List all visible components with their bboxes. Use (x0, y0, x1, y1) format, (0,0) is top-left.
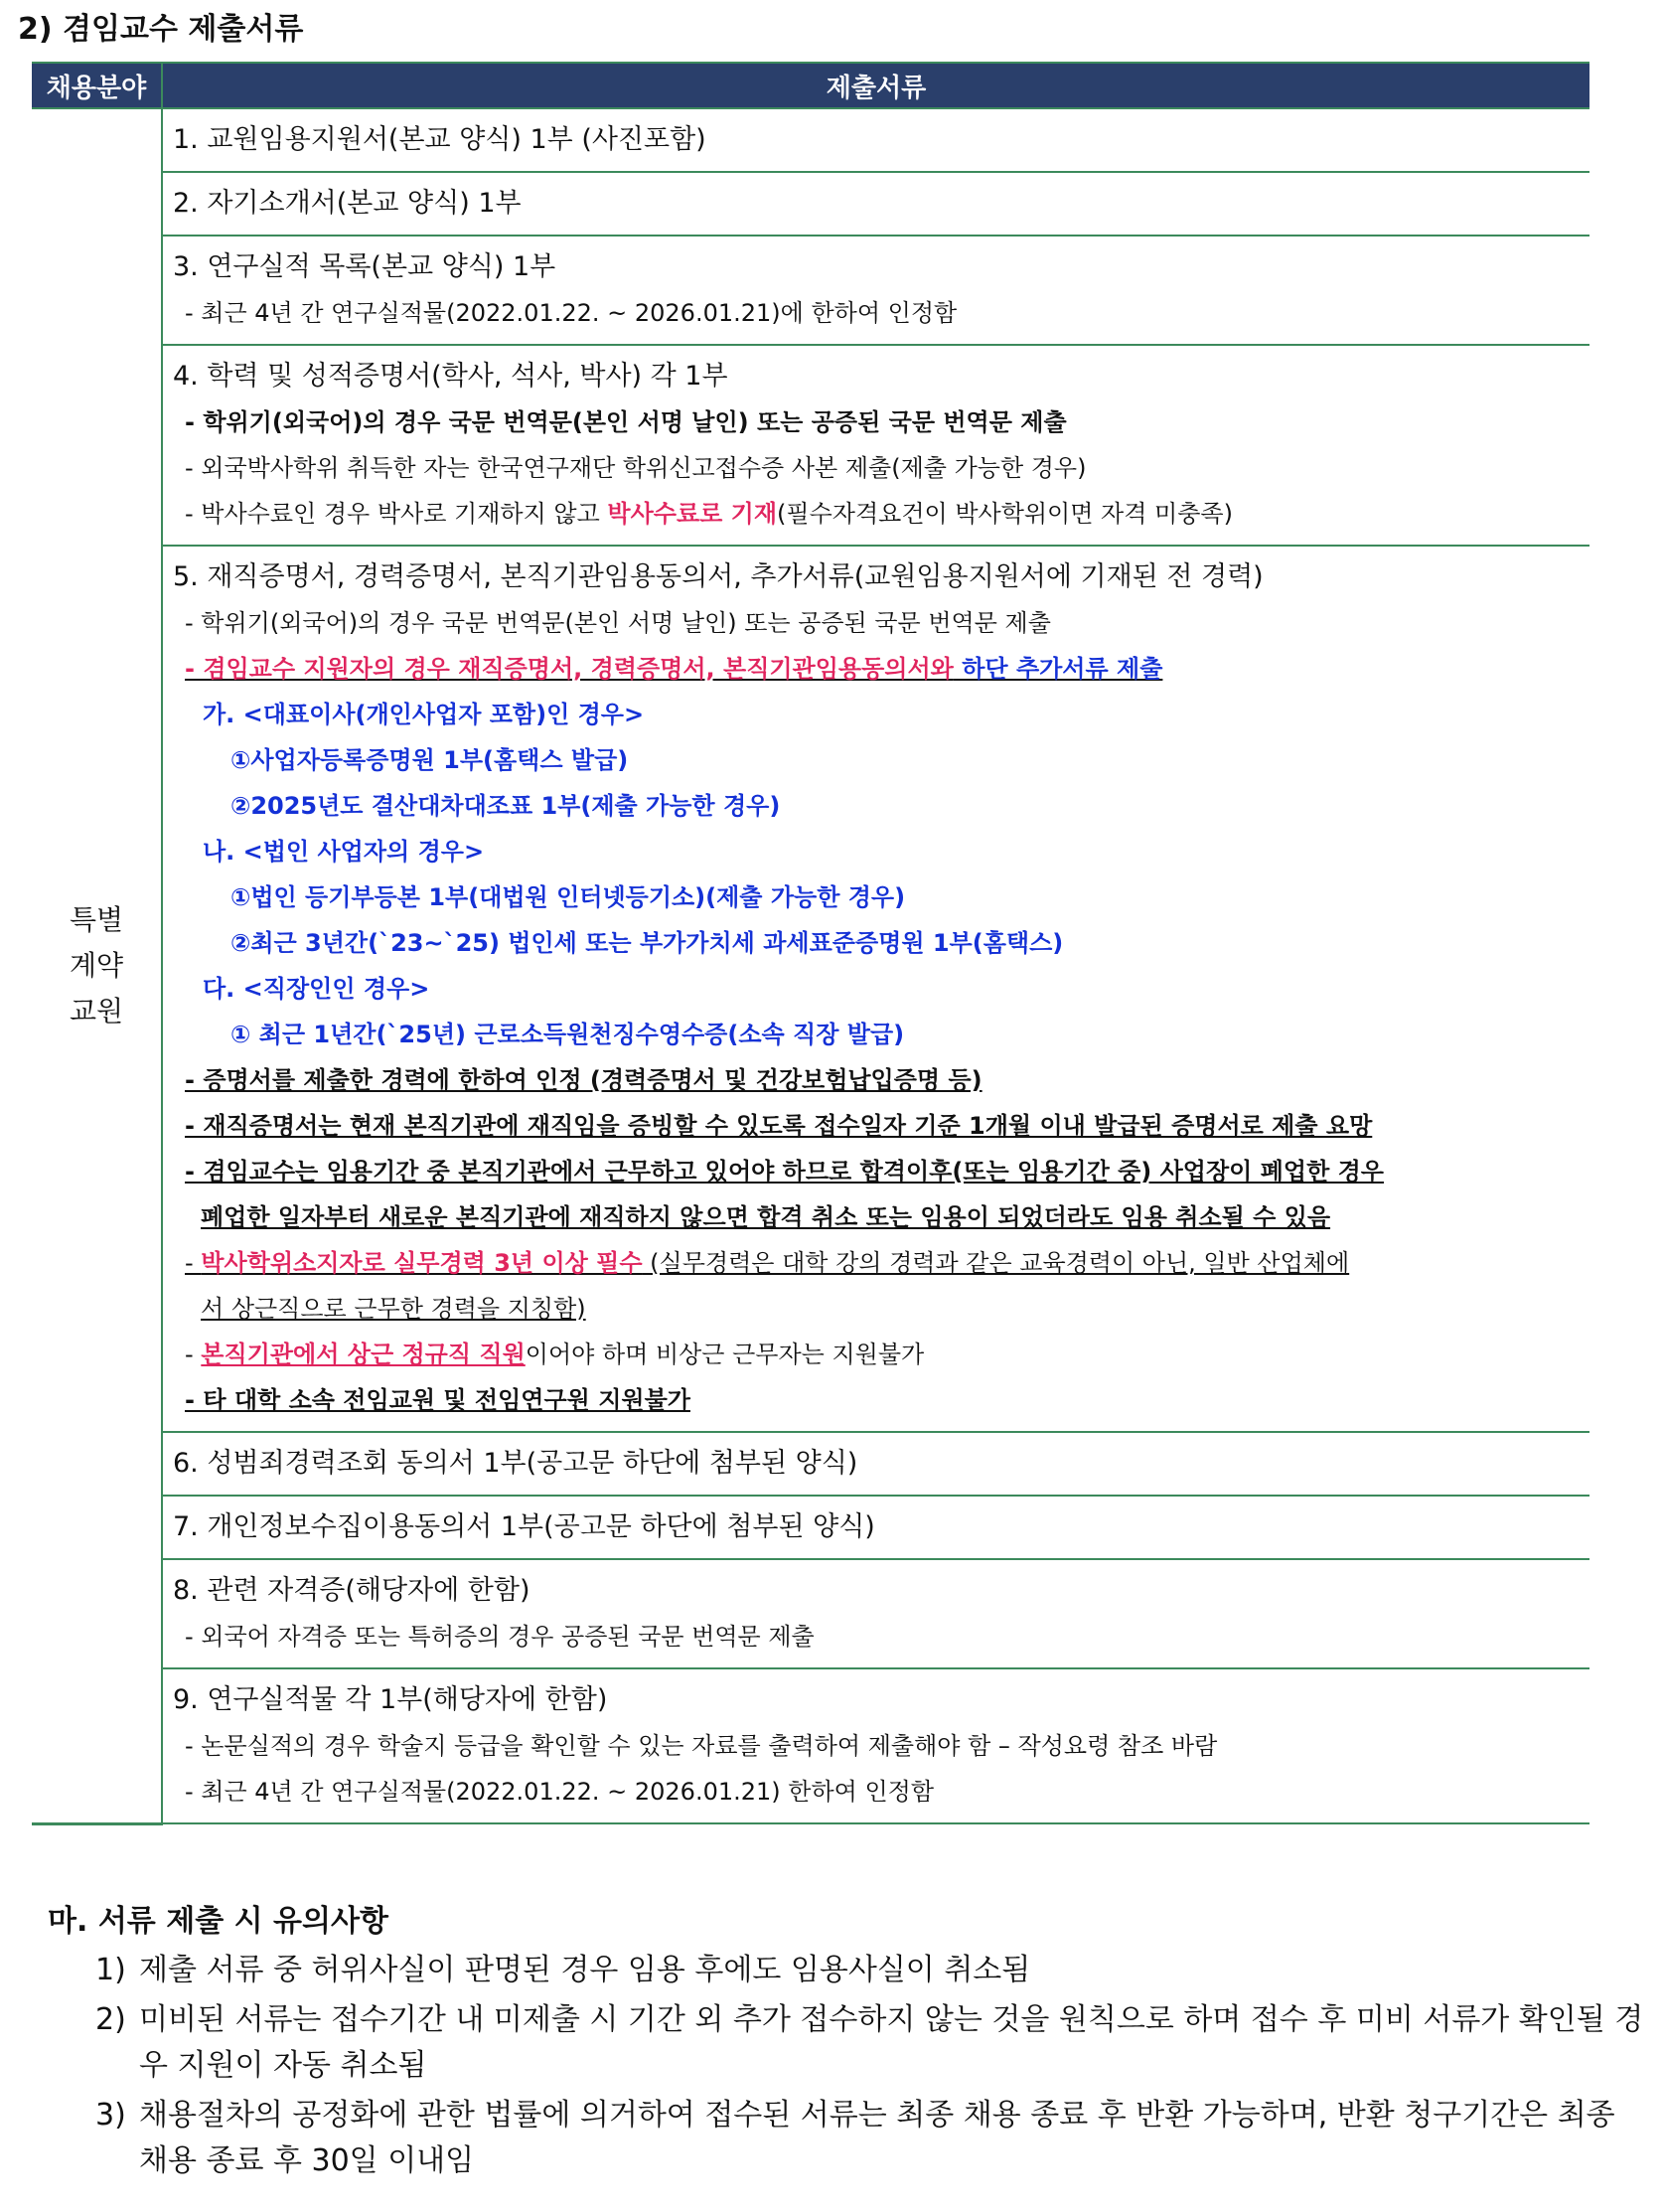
table-row (32, 546, 1589, 1432)
item-7: 7. 개인정보수집이용동의서 1부(공고문 하단에 첨부된 양식) (162, 1496, 1589, 1559)
notes-title: 마. 서류 제출 시 유의사항 (48, 1904, 388, 1939)
notes-list (95, 1948, 1645, 2188)
item-9: 9. 연구실적물 각 1부(해당자에 한함) - 논문실적의 경우 학술지 등급을 확인할 수 있는 자료를 출력하여 제출해야 함 – 작성요령 참조 바람 - 최근 4년 간 연구실적물(2022.01.22. ~ 2026.01.21) 한하여 인정함 (162, 1668, 1589, 1823)
item-5: 5. 재직증명서, 경력증명서, 본직기관임용동의서, 추가서류(교원임용지원서에 기재된 전 경력) - 학위기(외국어)의 경우 국문 번역문(본인 서명 날인) 또는 공증된 국문 번역문 제출 - 겸임교수 지원자의 경우 재직증명서, 경력증명서, 본직기관임용동의서와 하단 추가서류 제출 가. <대표이사(개인사업자 포함)인 경우> ①사업자등록증명원 1부(홈택스 발급) ②2025년도 결산대차대조표 1부(제출 가능한 경우) 나. <법인 사업자의 경우> ①법인 등기부등본 1부(대법원 인터넷등기소)(제출 가능한 경우) ②최근 3년간(`23~`25) 법인세 또는 부가가치세 과세표준증명원 1부(홈택스) 다. <직장인인 경우> ① 최근 1년간(`25년) 근로소득원천징수영수증(소속 직장 발급) - 증명서를 제출한 경력에 한하여 인정 (경력증명서 및 건강보험납입증명 등) - 재직증명서는 현재 본직기관에 재직임을 증빙할 수 있도록 접수일자 기준 1개월 이내 발급된 증명서로 제출 요망 - 겸임교수는 임용기간 중 본직기관에서 근무하고 있어야 하므로 합격이후(또는 임용기간 중) 사업장이 폐업한 경우 폐업한 일자부터 새로운 본직기관에 재직하지 않으면 합격 취소 또는 임용이 되었더라도 임용 취소될 수 있음 - 박사학위소지자로 실무경력 3년 이상 필수 (실무경력은 대학 강의 경력과 같은 교육경력이 아닌, 일반 산업체에 서 상근직으로 근무한 경력을 지칭함) - 본직기관에서 상근 정규직 직원이어야 하며 비상근 근무자는 지원불가 - 타 대학 소속 전임교원 및 전임연구원 지원불가 (162, 546, 1589, 1432)
item-1: 1. 교원임용지원서(본교 양식) 1부 (사진포함) (162, 108, 1589, 172)
table-row (32, 1559, 1589, 1668)
section-title: 2) 겸임교수 제출서류 (18, 12, 304, 47)
table-row (32, 1496, 1589, 1559)
documents-table (32, 62, 1589, 1825)
table-row (32, 236, 1589, 345)
table-row (32, 1668, 1589, 1823)
table-row (32, 172, 1589, 236)
header-documents: 제출서류 (162, 63, 1589, 108)
item-3: 3. 연구실적 목록(본교 양식) 1부 - 최근 4년 간 연구실적물(2022.01.22. ~ 2026.01.21)에 한하여 인정함 (162, 236, 1589, 345)
table-row (32, 345, 1589, 546)
header-field: 채용분야 (32, 63, 162, 108)
item-8: 8. 관련 자격증(해당자에 한함) - 외국어 자격증 또는 특허증의 경우 공증된 국문 번역문 제출 (162, 1559, 1589, 1668)
table-header-row (32, 63, 1589, 108)
list-item: 2) 미비된 서류는 접수기간 내 미제출 시 기간 외 추가 접수하지 않는 것을 원칙으로 하며 접수 후 미비 서류가 확인될 경우 지원이 자동 취소됨 (95, 2002, 1644, 2083)
list-item: 1) 제출 서류 중 허위사실이 판명된 경우 임용 후에도 임용사실이 취소됨 (95, 1953, 1031, 1987)
table-row (32, 1432, 1589, 1496)
category-cell: 특별 계약 교원 (32, 108, 162, 1823)
item-4: 4. 학력 및 성적증명서(학사, 석사, 박사) 각 1부 - 학위기(외국어)의 경우 국문 번역문(본인 서명 날인) 또는 공증된 국문 번역문 제출 - 외국박사학위 취득한 자는 한국연구재단 학위신고접수증 사본 제출(제출 가능한 경우) - 박사수료인 경우 박사로 기재하지 않고 박사수료로 기재(필수자격요건이 박사학위이면 자격 미충족) (162, 345, 1589, 546)
item-6: 6. 성범죄경력조회 동의서 1부(공고문 하단에 첨부된 양식) (162, 1432, 1589, 1496)
item-2: 2. 자기소개서(본교 양식) 1부 (162, 172, 1589, 236)
table-row (32, 108, 1589, 172)
list-item: 3) 채용절차의 공정화에 관한 법률에 의거하여 접수된 서류는 최종 채용 종료 후 반환 가능하며, 반환 청구기간은 최종 채용 종료 후 30일 이내임 (95, 2098, 1615, 2178)
